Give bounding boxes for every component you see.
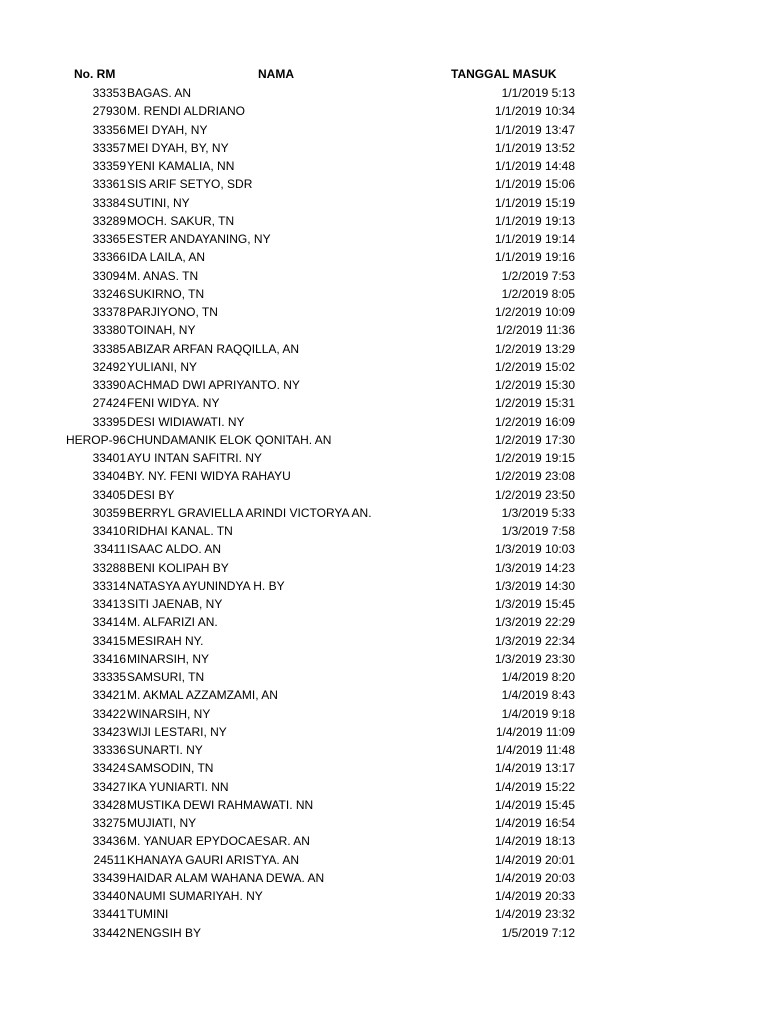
table-row: [0, 668, 768, 686]
cell-nama: MINARSIH, NY: [127, 651, 210, 666]
cell-nama: KHANAYA GAURI ARISTYA. AN: [127, 852, 300, 867]
cell-tanggal-masuk: 1/2/2019 23:08: [494, 469, 575, 484]
cell-tanggal-masuk: 1/1/2019 5:13: [501, 86, 575, 100]
cell-no-rm: 33440: [92, 889, 126, 903]
cell-no-rm: 33436: [92, 834, 126, 849]
patient-table: [0, 84, 768, 942]
table-row: [0, 559, 768, 577]
table-row: [0, 632, 768, 650]
cell-no-rm: 33442: [92, 925, 126, 940]
cell-tanggal-masuk: 1/2/2019 11:36: [495, 323, 575, 338]
cell-nama: DESI WIDIAWATI. NY: [127, 414, 245, 429]
cell-tanggal-masuk: 1/4/2019 16:54: [494, 816, 575, 830]
cell-nama: YULIANI, NY: [127, 359, 198, 374]
cell-tanggal-masuk: 1/2/2019 15:02: [494, 359, 575, 374]
cell-tanggal-masuk: 1/1/2019 10:34: [494, 104, 575, 119]
cell-no-rm: 33380: [92, 323, 126, 338]
cell-nama: MOCH. SAKUR, TN: [127, 213, 235, 228]
cell-tanggal-masuk: 1/2/2019 10:09: [494, 305, 575, 319]
table-row: [0, 431, 768, 449]
table-row: [0, 84, 768, 102]
cell-nama: NAUMI SUMARIYAH. NY: [127, 889, 263, 903]
cell-nama: RIDHAI KANAL. TN: [127, 524, 233, 538]
cell-no-rm: 33289: [92, 213, 126, 228]
cell-no-rm: 32492: [92, 359, 126, 374]
cell-no-rm: 33422: [92, 706, 126, 721]
cell-no-rm: 33413: [92, 597, 126, 611]
cell-tanggal-masuk: 1/1/2019 14:48: [494, 159, 575, 173]
cell-no-rm: 30359: [92, 505, 126, 520]
cell-no-rm: 33424: [92, 761, 126, 776]
cell-no-rm: 33366: [92, 250, 126, 265]
cell-no-rm: 33423: [92, 724, 126, 739]
cell-tanggal-masuk: 1/1/2019 15:19: [494, 195, 575, 210]
cell-no-rm: 33416: [92, 651, 126, 666]
cell-no-rm: 33411: [93, 542, 126, 557]
cell-tanggal-masuk: 1/2/2019 15:31: [494, 396, 575, 411]
cell-no-rm: 33410: [92, 524, 126, 538]
table-row: [0, 157, 768, 175]
cell-no-rm: 33405: [92, 487, 126, 502]
table-row: [0, 376, 768, 394]
cell-nama: SIS ARIF SETYO, SDR: [127, 177, 253, 192]
cell-tanggal-masuk: 1/4/2019 20:01: [494, 852, 575, 867]
cell-nama: ACHMAD DWI APRIYANTO. NY: [127, 378, 300, 392]
cell-no-rm: 27930: [92, 104, 126, 119]
cell-nama: SUTINI, NY: [127, 195, 190, 210]
cell-nama: ISAAC ALDO. AN: [127, 542, 222, 557]
cell-tanggal-masuk: 1/4/2019 20:33: [494, 889, 575, 903]
table-row: [0, 212, 768, 230]
cell-tanggal-masuk: 1/1/2019 15:06: [494, 177, 575, 192]
cell-no-rm: 33428: [92, 797, 126, 812]
cell-nama: MUJIATI, NY: [127, 816, 197, 830]
table-row: [0, 303, 768, 321]
cell-no-rm: 33441: [92, 907, 126, 922]
cell-nama: CHUNDAMANIK ELOK QONITAH. AN: [127, 432, 332, 447]
cell-no-rm: 33288: [92, 560, 126, 575]
table-row: [0, 686, 768, 704]
cell-no-rm: 33384: [92, 195, 126, 210]
cell-nama: SAMSURI, TN: [127, 670, 205, 684]
cell-nama: AYU INTAN SAFITRI. NY: [127, 451, 262, 465]
cell-tanggal-masuk: 1/4/2019 9:18: [501, 706, 575, 721]
cell-nama: IKA YUNIARTI. NN: [127, 779, 229, 794]
cell-nama: PARJIYONO, TN: [127, 305, 218, 319]
cell-tanggal-masuk: 1/4/2019 13:17: [494, 761, 575, 776]
cell-nama: DESI BY: [127, 487, 175, 502]
cell-nama: NENGSIH BY: [127, 925, 202, 940]
cell-tanggal-masuk: 1/2/2019 16:09: [494, 414, 575, 429]
table-row: [0, 340, 768, 358]
cell-tanggal-masuk: 1/4/2019 15:45: [494, 797, 575, 812]
table-row: [0, 650, 768, 668]
cell-no-rm: 33336: [92, 743, 126, 757]
cell-nama: YENI KAMALIA, NN: [127, 159, 235, 173]
cell-nama: BAGAS. AN: [127, 86, 192, 100]
table-row: [0, 449, 768, 467]
table-row: [0, 924, 768, 942]
cell-no-rm: 33378: [92, 305, 126, 319]
table-row: [0, 194, 768, 212]
cell-tanggal-masuk: 1/3/2019 7:58: [501, 524, 575, 538]
cell-nama: TOINAH, NY: [127, 323, 196, 338]
table-row: [0, 139, 768, 157]
table-row: [0, 394, 768, 412]
cell-tanggal-masuk: 1/2/2019 13:29: [494, 341, 575, 356]
table-row: [0, 705, 768, 723]
cell-no-rm: 33395: [92, 414, 126, 429]
cell-tanggal-masuk: 1/3/2019 10:03: [494, 542, 575, 557]
cell-nama: M. YANUAR EPYDOCAESAR. AN: [127, 834, 310, 849]
cell-no-rm: 27424: [92, 396, 126, 411]
cell-tanggal-masuk: 1/3/2019 5:33: [501, 505, 575, 520]
cell-no-rm: 33421: [92, 688, 126, 703]
cell-nama: MEI DYAH, NY: [127, 122, 208, 137]
cell-tanggal-masuk: 1/4/2019 20:03: [494, 870, 575, 885]
cell-no-rm: HEROP-96: [65, 432, 126, 447]
cell-no-rm: 33094: [92, 268, 126, 283]
cell-no-rm: 33415: [92, 633, 126, 648]
header-nama: NAMA: [258, 67, 294, 81]
cell-nama: TUMINI: [127, 907, 169, 922]
cell-nama: BERRYL GRAVIELLA ARINDI VICTORYA AN.: [127, 505, 372, 520]
table-row: [0, 486, 768, 504]
table-row: [0, 504, 768, 522]
cell-nama: BY. NY. FENI WIDYA RAHAYU: [127, 469, 291, 484]
table-row: [0, 121, 768, 139]
cell-tanggal-masuk: 1/3/2019 22:34: [494, 633, 575, 648]
cell-no-rm: 33275: [92, 816, 126, 830]
table-row: [0, 413, 768, 431]
cell-no-rm: 33357: [92, 140, 126, 155]
cell-no-rm: 33246: [92, 286, 126, 301]
table-row: [0, 248, 768, 266]
cell-nama: MESIRAH NY.: [127, 633, 204, 648]
cell-no-rm: 33427: [92, 779, 126, 794]
cell-nama: WIJI LESTARI, NY: [127, 724, 227, 739]
table-row: [0, 759, 768, 777]
cell-nama: BENI KOLIPAH BY: [127, 560, 229, 575]
cell-nama: SITI JAENAB, NY: [127, 597, 223, 611]
cell-no-rm: 33314: [92, 578, 126, 593]
table-row: [0, 723, 768, 741]
cell-tanggal-masuk: 1/4/2019 8:43: [501, 688, 575, 703]
cell-tanggal-masuk: 1/3/2019 23:30: [494, 651, 575, 666]
cell-tanggal-masuk: 1/4/2019 11:48: [495, 743, 575, 757]
table-row: [0, 467, 768, 485]
cell-no-rm: 33414: [92, 615, 126, 630]
cell-no-rm: 33390: [92, 378, 126, 392]
cell-tanggal-masuk: 1/2/2019 19:15: [494, 451, 575, 465]
cell-no-rm: 33401: [92, 451, 126, 465]
table-row: [0, 832, 768, 850]
table-row: [0, 814, 768, 832]
table-row: [0, 540, 768, 558]
cell-no-rm: 33365: [92, 232, 126, 246]
table-row: [0, 595, 768, 613]
cell-tanggal-masuk: 1/4/2019 18:13: [494, 834, 575, 849]
cell-tanggal-masuk: 1/2/2019 8:05: [501, 286, 575, 301]
header-no-rm: No. RM: [74, 67, 116, 81]
table-row: [0, 285, 768, 303]
cell-no-rm: 33356: [92, 122, 126, 137]
cell-nama: WINARSIH, NY: [127, 706, 211, 721]
cell-tanggal-masuk: 1/3/2019 22:29: [494, 615, 575, 630]
table-row: [0, 869, 768, 887]
cell-tanggal-masuk: 1/3/2019 14:30: [494, 578, 575, 593]
cell-nama: ESTER ANDAYANING, NY: [127, 232, 271, 246]
cell-nama: M. AKMAL AZZAMZAMI, AN: [127, 688, 278, 703]
cell-tanggal-masuk: 1/3/2019 15:45: [494, 597, 575, 611]
cell-tanggal-masuk: 1/4/2019 8:20: [501, 670, 575, 684]
cell-tanggal-masuk: 1/1/2019 19:14: [494, 232, 575, 246]
cell-tanggal-masuk: 1/2/2019 15:30: [494, 378, 575, 392]
header-tanggal-masuk: TANGGAL MASUK: [451, 67, 557, 81]
cell-no-rm: 33404: [92, 469, 126, 484]
cell-nama: IDA LAILA, AN: [127, 250, 206, 265]
cell-tanggal-masuk: 1/4/2019 15:22: [494, 779, 575, 794]
table-row: [0, 796, 768, 814]
cell-no-rm: 24511: [93, 852, 126, 867]
cell-no-rm: 33335: [92, 670, 126, 684]
table-row: [0, 851, 768, 869]
cell-tanggal-masuk: 1/3/2019 14:23: [494, 560, 575, 575]
cell-no-rm: 33439: [92, 870, 126, 885]
cell-tanggal-masuk: 1/4/2019 11:09: [495, 724, 575, 739]
cell-nama: HAIDAR ALAM WAHANA DEWA. AN: [127, 870, 325, 885]
cell-nama: M. ANAS. TN: [127, 268, 199, 283]
table-row: [0, 175, 768, 193]
table-row: [0, 267, 768, 285]
cell-tanggal-masuk: 1/5/2019 7:12: [501, 925, 575, 940]
cell-no-rm: 33359: [92, 159, 126, 173]
cell-no-rm: 33361: [92, 177, 126, 192]
table-row: [0, 102, 768, 120]
cell-nama: FENI WIDYA. NY: [127, 396, 220, 411]
cell-tanggal-masuk: 1/4/2019 23:32: [494, 907, 575, 922]
cell-tanggal-masuk: 1/2/2019 17:30: [494, 432, 575, 447]
cell-tanggal-masuk: 1/1/2019 13:52: [494, 140, 575, 155]
cell-tanggal-masuk: 1/1/2019 19:13: [494, 213, 575, 228]
cell-tanggal-masuk: 1/1/2019 19:16: [494, 250, 575, 265]
cell-nama: SUKIRNO, TN: [127, 286, 205, 301]
cell-nama: MEI DYAH, BY, NY: [127, 140, 229, 155]
table-row: [0, 321, 768, 339]
cell-tanggal-masuk: 1/2/2019 7:53: [501, 268, 575, 283]
table-row: [0, 778, 768, 796]
table-row: [0, 905, 768, 923]
table-row: [0, 741, 768, 759]
table-row: [0, 613, 768, 631]
cell-tanggal-masuk: 1/2/2019 23:50: [494, 487, 575, 502]
cell-nama: M. ALFARIZI AN.: [127, 615, 218, 630]
cell-nama: SUNARTI. NY: [127, 743, 203, 757]
cell-nama: M. RENDI ALDRIANO: [127, 104, 246, 119]
cell-nama: ABIZAR ARFAN RAQQILLA, AN: [127, 341, 300, 356]
table-row: [0, 887, 768, 905]
table-row: [0, 577, 768, 595]
cell-nama: NATASYA AYUNINDYA H. BY: [127, 578, 285, 593]
cell-nama: MUSTIKA DEWI RAHMAWATI. NN: [127, 797, 314, 812]
cell-nama: SAMSODIN, TN: [127, 761, 214, 776]
table-row: [0, 230, 768, 248]
cell-tanggal-masuk: 1/1/2019 13:47: [494, 122, 575, 137]
table-row: [0, 358, 768, 376]
cell-no-rm: 33385: [92, 341, 126, 356]
cell-no-rm: 33353: [92, 86, 126, 100]
table-row: [0, 522, 768, 540]
